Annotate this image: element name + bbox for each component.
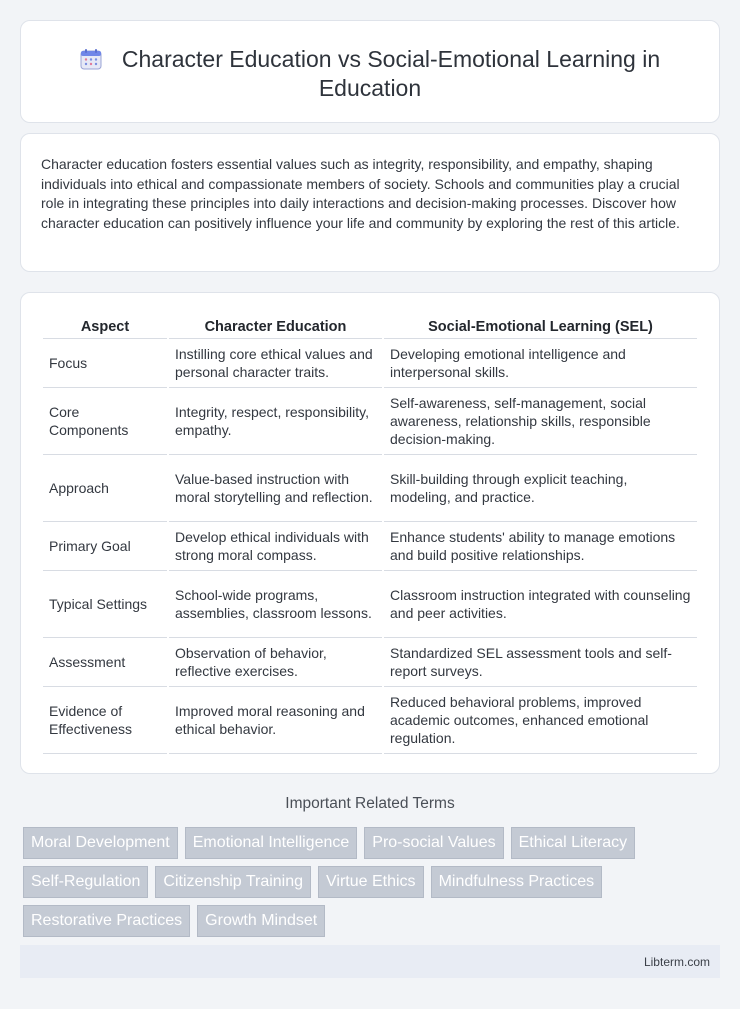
related-term-tag[interactable]: Growth Mindset (197, 905, 325, 937)
title-card (20, 20, 720, 123)
table-row (43, 388, 697, 455)
table-row (43, 571, 697, 638)
row-character-education: Improved moral reasoning and ethical behavior. (169, 687, 382, 754)
row-character-education: Develop ethical individuals with strong moral compass. (169, 522, 382, 571)
related-term-tag[interactable]: Pro-social Values (364, 827, 503, 859)
row-aspect: Focus (43, 339, 167, 388)
row-sel: Enhance students' ability to manage emotions and build positive relationships. (384, 522, 697, 571)
header-character-education: Character Education (169, 315, 382, 339)
related-term-tag[interactable]: Emotional Intelligence (185, 827, 358, 859)
related-terms-list (23, 827, 723, 944)
row-character-education: Observation of behavior, reflective exercises. (169, 638, 382, 687)
row-character-education: Integrity, respect, responsibility, empathy. (169, 388, 382, 455)
page-title: Character Education vs Social-Emotional Learning in Education (121, 46, 661, 101)
footer-site-link[interactable]: Libterm.com (643, 955, 710, 969)
table-row (43, 455, 697, 522)
table-row (43, 522, 697, 571)
row-aspect: Primary Goal (43, 522, 167, 571)
related-terms-title: Important Related Terms (285, 795, 455, 812)
row-sel: Skill-building through explicit teaching, modeling, and practice. (384, 455, 697, 522)
row-sel: Developing emotional intelligence and interpersonal skills. (384, 339, 697, 388)
related-term-tag[interactable]: Restorative Practices (23, 905, 190, 937)
row-sel: Standardized SEL assessment tools and self-report surveys. (384, 638, 697, 687)
row-aspect: Approach (43, 455, 167, 522)
comparison-table (41, 315, 699, 754)
related-term-tag[interactable]: Ethical Literacy (511, 827, 636, 859)
row-sel: Reduced behavioral problems, improved academic outcomes, enhanced emotional regulation. (384, 687, 697, 754)
page-title-wrap (61, 45, 679, 103)
row-aspect: Assessment (43, 638, 167, 687)
row-sel: Classroom instruction integrated with counseling and peer activities. (384, 571, 697, 638)
header-sel: Social-Emotional Learning (SEL) (384, 315, 697, 339)
row-sel: Self-awareness, self-management, social awareness, relationship skills, responsible decision-making. (384, 388, 697, 455)
row-character-education: Instilling core ethical values and personal character traits. (169, 339, 382, 388)
comparison-card (20, 292, 720, 774)
row-character-education: Value-based instruction with moral storytelling and reflection. (169, 455, 382, 522)
header-aspect: Aspect (43, 315, 167, 339)
related-term-tag[interactable]: Self-Regulation (23, 866, 148, 898)
table-row (43, 638, 697, 687)
row-aspect: Typical Settings (43, 571, 167, 638)
related-term-tag[interactable]: Citizenship Training (155, 866, 311, 898)
intro-paragraph: Character education fosters essential values such as integrity, responsibility, and empathy, shaping individuals into ethical and compassionate members of society. Schools and communities play a crucial role in integrating these principles into daily interactions and decision-making processes. Discover how character education can positively influence your life and community by exploring the rest of this article. (41, 156, 680, 231)
related-term-tag[interactable]: Virtue Ethics (318, 866, 424, 898)
row-aspect: Evidence of Effectiveness (43, 687, 167, 754)
related-term-tag[interactable]: Moral Development (23, 827, 178, 859)
table-row (43, 687, 697, 754)
related-term-tag[interactable]: Mindfulness Practices (431, 866, 603, 898)
row-character-education: School-wide programs, assemblies, classroom lessons. (169, 571, 382, 638)
table-header-row (43, 315, 697, 339)
footer (20, 945, 720, 978)
calendar-icon (80, 48, 102, 70)
row-aspect: Core Components (43, 388, 167, 455)
intro-card (20, 133, 720, 272)
table-row (43, 339, 697, 388)
